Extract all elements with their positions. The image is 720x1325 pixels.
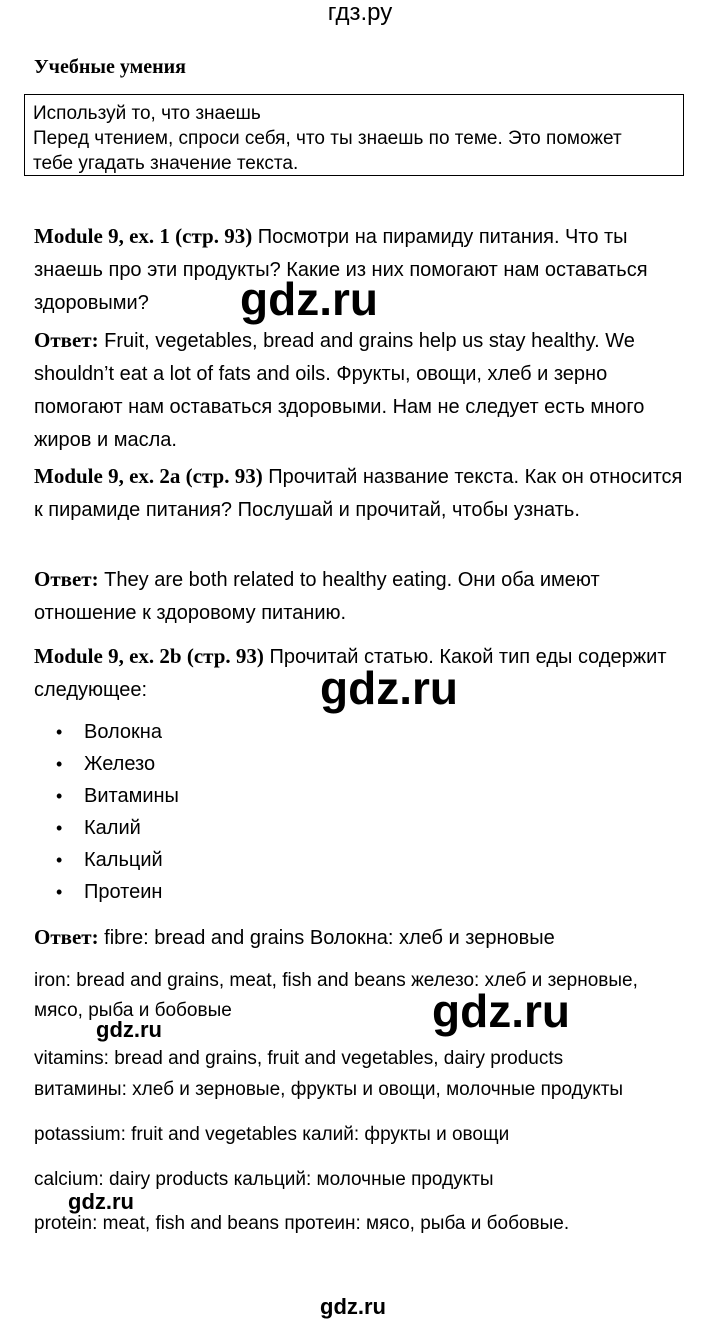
tip-line: Перед чтением, спроси себя, что ты знаешь по теме. Это поможет: [33, 128, 622, 149]
watermark: gdz.ru: [320, 1294, 386, 1319]
nutrient-list: [56, 716, 179, 908]
site-title[interactable]: гдз.ру: [327, 0, 393, 26]
watermark: gdz.ru: [432, 985, 570, 1037]
ex1-answer-text: Fruit, vegetables, bread and grains help us stay healthy. We shouldn’t eat a lot of fats and oils. Фрукты, овощи, хлеб и зерно помогают нам оставаться здоровыми. Нам не следует есть много жиров и масла.: [34, 330, 645, 451]
ex2b-answer-text: fibre: bread and grains Волокна: хлеб и зерновые: [98, 927, 555, 949]
tip-box: [24, 94, 684, 176]
ex1-answer-label: Ответ:: [34, 328, 99, 352]
list-item: • Волокна: [56, 716, 179, 748]
bullet-icon: •: [56, 882, 63, 902]
ex2a-answer: [34, 563, 696, 629]
ex2a-answer-label: Ответ:: [34, 567, 99, 591]
ex2b-answer: [34, 921, 696, 954]
watermark: gdz.ru: [240, 273, 378, 325]
watermark: gdz.ru: [96, 1017, 162, 1042]
ex2a-question-text: Прочитай название текста. Как он относится к пирамиде питания? Послушай и прочитай, чтобы узнать.: [34, 466, 683, 521]
answer-line: protein: meat, fish and beans протеин: мясо, рыба и бобовые.: [34, 1213, 570, 1234]
list-item: • Протеин: [56, 876, 179, 908]
answer-line: calcium: dairy products кальций: молочные продукты: [34, 1169, 494, 1190]
ex2b-question-text: Прочитай статью. Какой тип еды содержит следующее:: [34, 646, 667, 701]
ex2b-title: Module 9, ex. 2b (стр. 93): [34, 644, 264, 668]
answer-line: potassium: fruit and vegetables калий: фрукты и овощи: [34, 1124, 510, 1145]
ex2a-question: [34, 460, 696, 526]
list-item: • Калий: [56, 812, 179, 844]
list-item: • Кальций: [56, 844, 179, 876]
answer-line: vitamins: bread and grains, fruit and vegetables, dairy products: [34, 1048, 564, 1069]
watermark: gdz.ru: [68, 1189, 134, 1214]
ex1-question-text: Посмотри на пирамиду питания. Что ты знаешь про эти продукты? Какие из них помогают нам оставаться здоровыми?: [34, 226, 648, 314]
ex2a-title: Module 9, ex. 2a (стр. 93): [34, 464, 263, 488]
bullet-icon: •: [56, 786, 63, 806]
bullet-icon: •: [56, 722, 63, 742]
watermark: gdz.ru: [320, 662, 458, 714]
list-item: • Витамины: [56, 780, 179, 812]
skills-heading: Учебные умения: [34, 56, 186, 78]
ex2a-answer-text: They are both related to healthy eating. Они оба имеют отношение к здоровому питанию.: [34, 569, 600, 624]
answer-line: iron: bread and grains, meat, fish and beans железо: хлеб и зерновые,: [34, 970, 638, 991]
list-item: • Железо: [56, 748, 179, 780]
bullet-icon: •: [56, 850, 63, 870]
answer-line: мясо, рыба и бобовые: [34, 1000, 232, 1021]
ex1-answer: [34, 324, 696, 456]
ex1-title: Module 9, ex. 1 (стр. 93): [34, 224, 253, 248]
ex2b-answer-label: Ответ:: [34, 925, 99, 949]
tip-line: тебе угадать значение текста.: [33, 153, 299, 174]
bullet-icon: •: [56, 818, 63, 838]
bullet-icon: •: [56, 754, 63, 774]
answer-line: витамины: хлеб и зерновые, фрукты и овощи, молочные продукты: [34, 1079, 624, 1100]
tip-line: Используй то, что знаешь: [33, 103, 261, 124]
